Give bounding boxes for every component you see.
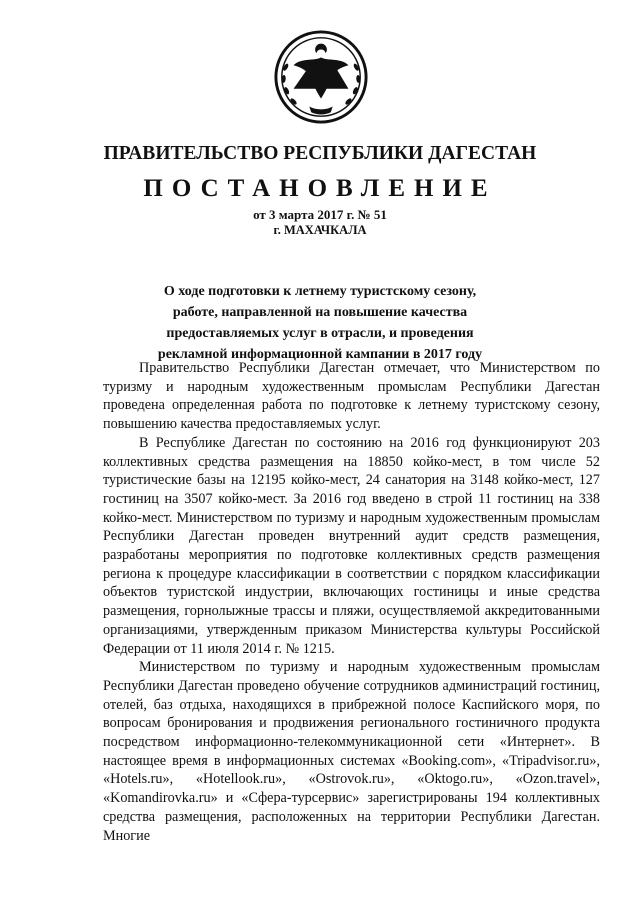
subject-line: работе, направленной на повышение качества [172,305,468,320]
body-paragraph: Правительство Республики Дагестан отмечает, что Министерством по туризму и народным художественным промыслам Республики Дагестан проведена определенная работа по подготовке к летнему туристскому сезону, повышению качества предоставляемых услуг. [103,360,600,433]
dagestan-coat-of-arms-icon [272,28,370,126]
document-date-number: от 3 марта 2017 г. № 51 [253,207,387,222]
subject-line: О ходе подготовки к летнему туристскому сезону, [163,284,477,299]
document-subject [100,281,540,365]
body-paragraph: В Республике Дагестан по состоянию на 2016 год функционируют 203 коллективных средства размещения на 18850 койко-мест, в том числе 52 туристические базы на 12195 койко-мест, 24 санатория на 3148 койко-мест, 127 гостиниц на 3507 койко-мест. За 2016 год введено в строй 11 гостиниц на 338 койко-мест. Министерством по туризму и народным художественным промыслам Республики Дагестан проведен внутренний аудит средств размещения, разработаны мероприятия по подготовке коллективных средств размещения региона к процедуре классификации в соответствии с порядком классификации объектов туристской индустрии, включающих гостиницы и иные средства размещения, горнолыжные трассы и пляжи, осуществляемой аккредитованными организациями, утвержденным приказом Министерства культуры Российской Федерации от 11 июля 2014 г. № 1215. [103,434,600,657]
document-city: г. МАХАЧКАЛА [273,223,367,237]
government-name: ПРАВИТЕЛЬСТВО РЕСПУБЛИКИ ДАГЕСТАН [103,143,537,164]
body-paragraph: Министерством по туризму и народным художественным промыслам Республики Дагестан проведено обучение сотрудников администраций гостиниц, отелей, баз отдыха, находящихся в прибрежной полосе Каспийского моря, по вопросам бронирования и продвижения регионального гостиничного продукта посредством информационно-телекоммуникационной сети «Интернет». В настоящее время в информационных системах «Booking.com», «Tripadvisor.ru», «Hotels.ru», «Hotellook.ru», «Ostrovok.ru», «Oktogo.ru», «Ozon.travel», «Komandirovka.ru» и «Сфера-турсервис» зарегистрированы 194 коллективных средства размещения, расположенных на территории Республики Дагестан. Многие [103,659,600,844]
document-type-title: ПОСТАНОВЛЕНИЕ [143,175,497,202]
subject-line: предоставляемых услуг в отрасли, и проведения [166,326,474,341]
subject-line: рекламной информационной кампании в 2017 году [157,347,483,362]
document-body [103,359,600,845]
